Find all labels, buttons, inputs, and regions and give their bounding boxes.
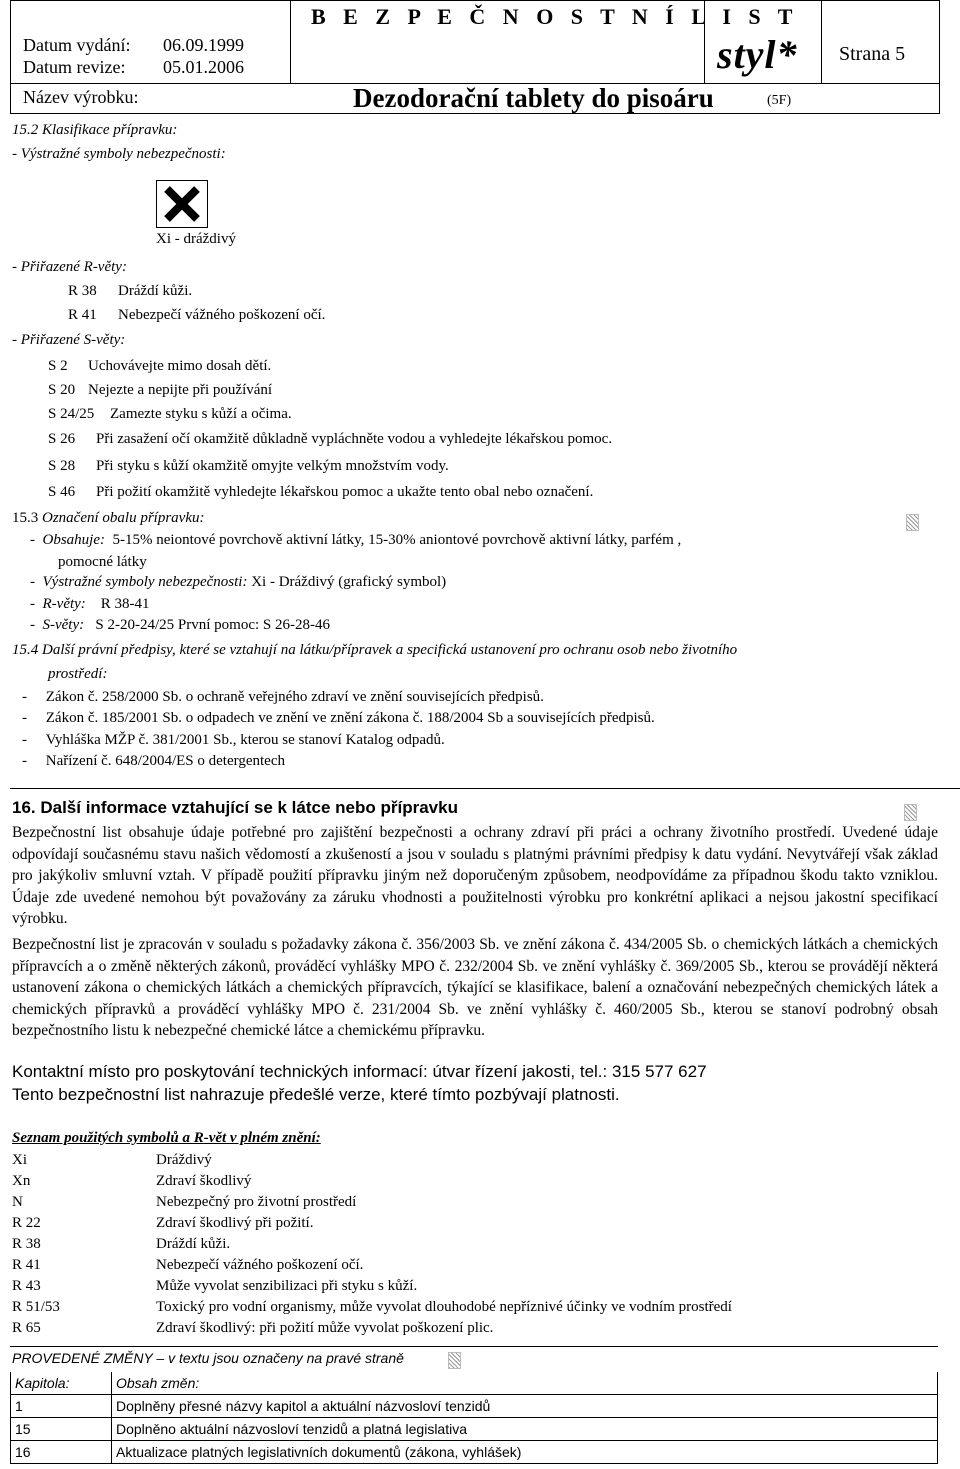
changes-divider	[10, 1346, 938, 1347]
legend-code: R 41	[12, 1257, 41, 1273]
legislation-text: Vyhláška MŽP č. 381/2001 Sb., kterou se stanoví Katalog odpadů.	[45, 732, 445, 748]
change-cell: Doplněno aktuální názvosloví tenzidů a platná legislativa	[112, 1418, 938, 1441]
issue-date-label: Datum vydání:	[23, 35, 131, 55]
document-header	[10, 0, 940, 114]
legend-text: Dráždí kůži.	[156, 1236, 231, 1252]
s-phrase-code: S 46	[48, 484, 76, 500]
legislation-item: - Vyhláška MŽP č. 381/2001 Sb., kterou se stanoví Katalog odpadů.	[22, 732, 445, 748]
legend-code: N	[12, 1194, 23, 1210]
legend-text: Dráždivý	[156, 1152, 212, 1168]
section-15-4-title-cont: prostředí:	[48, 666, 108, 682]
s-phrase-text: Uchovávejte mimo dosah dětí.	[88, 358, 272, 374]
s-phrase-text: Nejezte a nepijte při používání	[88, 382, 273, 398]
s-phrase-code: S 28	[48, 458, 76, 474]
replacement-note: Tento bezpečnostní list nahrazuje předešlé verze, které tímto pozbývají platnosti.	[12, 1085, 620, 1104]
column-header-chapter: Kapitola:	[11, 1372, 112, 1395]
legend-text: Může vyvolat senzibilizaci při styku s kůží.	[156, 1278, 418, 1294]
revision-date-label: Datum revize:	[23, 57, 126, 77]
r-label: R-věty:	[42, 596, 86, 612]
r-phrases-title: - Přiřazené R-věty:	[12, 259, 127, 275]
revision-date: 05.01.2006	[163, 57, 244, 77]
warning-symbols-label: - Výstražné symboly nebezpečnosti:	[12, 146, 226, 162]
section-divider	[10, 788, 960, 789]
r-phrase-text: Dráždí kůži.	[118, 283, 193, 299]
header-divider	[290, 1, 291, 83]
change-cell: Aktualizace platných legislativních dokumentů (zákona, vyhlášek)	[112, 1441, 938, 1464]
legend-code: Xn	[12, 1173, 31, 1189]
column-header-content: Obsah změn:	[112, 1372, 938, 1395]
legislation-item: - Zákon č. 258/2000 Sb. o ochraně veřejného zdraví ve znění souvisejících předpisů.	[22, 689, 544, 705]
r-value: R 38-41	[100, 596, 150, 612]
r-phrase-code: R 41	[68, 307, 97, 323]
legend-code: R 38	[12, 1236, 41, 1252]
company-logo: styl*	[717, 32, 798, 77]
s-label: S-věty:	[42, 617, 85, 633]
changes-title: PROVEDENÉ ZMĚNY – v textu jsou označeny na pravé straně	[12, 1350, 404, 1366]
symbol-caption: Xi - dráždivý	[156, 231, 236, 247]
contains-label: Obsahuje:	[42, 532, 105, 548]
contact-info: Kontaktní místo pro poskytování technických informací: útvar řízení jakosti, tel.: 315 577 627	[12, 1062, 707, 1081]
chapter-cell: 16	[11, 1441, 112, 1464]
s-phrase-code: S 26	[48, 431, 76, 447]
legislation-text: Zákon č. 258/2000 Sb. o ochraně veřejného zdraví ve znění souvisejících předpisů.	[45, 689, 544, 705]
document-title: B E Z P E Č N O S T N Í L I S T	[311, 4, 799, 29]
legend-text: Zdraví škodlivý: při požití může vyvolat poškození plic.	[156, 1320, 494, 1336]
legend-code: R 22	[12, 1215, 41, 1231]
section-15-4-title: 15.4 Další právní předpisy, které se vztahují na látku/přípravek a specifická ustanovení pro ochranu osob nebo životního	[12, 642, 738, 658]
s-phrase-code: S 20	[48, 382, 76, 398]
table-header-row	[11, 1372, 938, 1395]
s-phrase-text: Zamezte styku s kůží a očima.	[110, 406, 292, 422]
irritant-hazard-icon	[156, 180, 208, 228]
change-marker-icon	[904, 804, 917, 821]
s-row: - S-věty: S 2-20-24/25 První pomoc: S 26-28-46	[30, 617, 330, 633]
chapter-cell: 1	[11, 1395, 112, 1418]
product-code: (5F)	[767, 93, 792, 108]
s-phrase-text: Při styku s kůží okamžitě omyjte velkým množstvím vody.	[96, 458, 449, 474]
contains-row: - Obsahuje: 5-15% neiontové povrchově aktivní látky, 15-30% aniontové povrchově aktivní látky, parfém ,	[30, 532, 682, 548]
change-marker-icon	[448, 1352, 461, 1369]
contains-text-cont: pomocné látky	[58, 554, 147, 570]
changes-table	[10, 1372, 938, 1464]
change-marker-icon	[906, 514, 919, 531]
r-phrase-text: Nebezpečí vážného poškození očí.	[118, 307, 326, 323]
table-row	[11, 1441, 938, 1464]
symbols-label: Výstražné symboly nebezpečnosti:	[42, 574, 248, 590]
legend-code: R 65	[12, 1320, 41, 1336]
page-number: Strana 5	[839, 43, 906, 65]
legend-text: Nebezpečný pro životní prostředí	[156, 1194, 357, 1210]
section-15-2-title: 15.2 Klasifikace přípravku:	[12, 122, 178, 138]
symbols-row: - Výstražné symboly nebezpečnosti: Xi - Dráždivý (grafický symbol)	[30, 574, 447, 590]
header-divider	[821, 1, 822, 83]
legislation-item: - Nařízení č. 648/2004/ES o detergentech	[22, 753, 285, 769]
section-16-title: 16. Další informace vztahující se k látce nebo přípravku	[12, 798, 458, 817]
chapter-cell: 15	[11, 1418, 112, 1441]
contains-text: 5-15% neiontové povrchově aktivní látky, 15-30% aniontové povrchově aktivní látky, parfém ,	[112, 532, 682, 548]
s-phrase-text: Při zasažení očí okamžitě důkladně vypláchněte vodou a vyhledejte lékařskou pomoc.	[96, 431, 613, 447]
legend-text: Zdraví škodlivý při požití.	[156, 1215, 314, 1231]
change-cell: Doplněny přesné názvy kapitol a aktuální názvosloví tenzidů	[112, 1395, 938, 1418]
legislation-text: Nařízení č. 648/2004/ES o detergentech	[45, 753, 285, 769]
product-label: Název výrobku:	[23, 87, 139, 107]
legend-text: Toxický pro vodní organismy, může vyvolat dlouhodobé nepříznivé účinky ve vodním prostředí	[156, 1299, 732, 1315]
table-row	[11, 1395, 938, 1418]
s-phrases-title: - Přiřazené S-věty:	[12, 332, 126, 348]
legislation-item: - Zákon č. 185/2001 Sb. o odpadech ve znění ve znění zákona č. 188/2004 Sb a souvisejících předpisů.	[22, 710, 655, 726]
product-name: Dezodorační tablety do pisoáru	[353, 83, 714, 113]
s-phrase-code: S 24/25	[48, 406, 95, 422]
section-title: Označení obalu přípravku:	[42, 510, 205, 526]
section-16-paragraph: Bezpečnostní list je zpracován v souladu s požadavky zákona č. 356/2003 Sb. ve znění zákona č. 434/2005 Sb. o chemických látkách a chemických přípravcích a o změně některých zákonů, prováděcí vyhlášky MPO č. 232/2004 Sb. ve znění vyhlášky č. 369/2005 Sb., kterou se provádějí některá ustanovení zákona o chemických látkách a chemických přípravcích, týkající se klasifikace, balení a označování nebezpečných chemických látek a chemických přípravků a prováděcí vyhlášky MPO č. 231/2004 Sb. ve znění vyhlášky č. 460/2005 Sb., kterou se stanoví podrobný obsah bezpečnostního listu k nebezpečné chemické látce a chemickému přípravku.	[12, 936, 938, 1039]
section-15-3-title	[12, 510, 204, 527]
r-phrase-code: R 38	[68, 283, 97, 299]
s-value: S 2-20-24/25 První pomoc: S 26-28-46	[95, 617, 330, 633]
section-number: 15.3	[12, 510, 39, 526]
issue-date: 06.09.1999	[163, 35, 244, 55]
legend-code: R 43	[12, 1278, 41, 1294]
legend-code: R 51/53	[12, 1299, 60, 1315]
table-row	[11, 1418, 938, 1441]
legend-code: Xi	[12, 1152, 27, 1168]
section-16-paragraph: Bezpečnostní list obsahuje údaje potřebné pro zajištění bezpečnosti a ochrany zdraví při práci a ochrany životního prostředí. Uvedené údaje odpovídají současnému stavu našich vědomostí a zkušeností a jsou v souladu s platnými právními předpisy k datu vydání. Nevytvářejí však základ pro jakýkoliv smluvní vztah. V případě použití přípravku jiným než doporučeným způsobem, neodpovídáme za případnou škodu takto vzniklou. Údaje zde uvedené nemohou být považovány za záruku vhodnosti a použitelnosti výrobku pro konkrétní aplikaci a nejsou jakostní specifikací výrobku.	[12, 824, 938, 927]
legend-text: Zdraví škodlivý	[156, 1173, 252, 1189]
legislation-text: Zákon č. 185/2001 Sb. o odpadech ve znění ve znění zákona č. 188/2004 Sb a souvisejících předpisů.	[45, 710, 655, 726]
symbols-value: Xi - Dráždivý (grafický symbol)	[251, 574, 447, 590]
legend-text: Nebezpečí vážného poškození očí.	[156, 1257, 364, 1273]
s-phrase-code: S 2	[48, 358, 68, 374]
s-phrase-text: Při požití okamžitě vyhledejte lékařskou pomoc a ukažte tento obal nebo označení.	[96, 484, 594, 500]
r-row: - R-věty: R 38-41	[30, 596, 150, 612]
legend-title: Seznam použitých symbolů a R-vět v plném znění:	[12, 1130, 321, 1146]
